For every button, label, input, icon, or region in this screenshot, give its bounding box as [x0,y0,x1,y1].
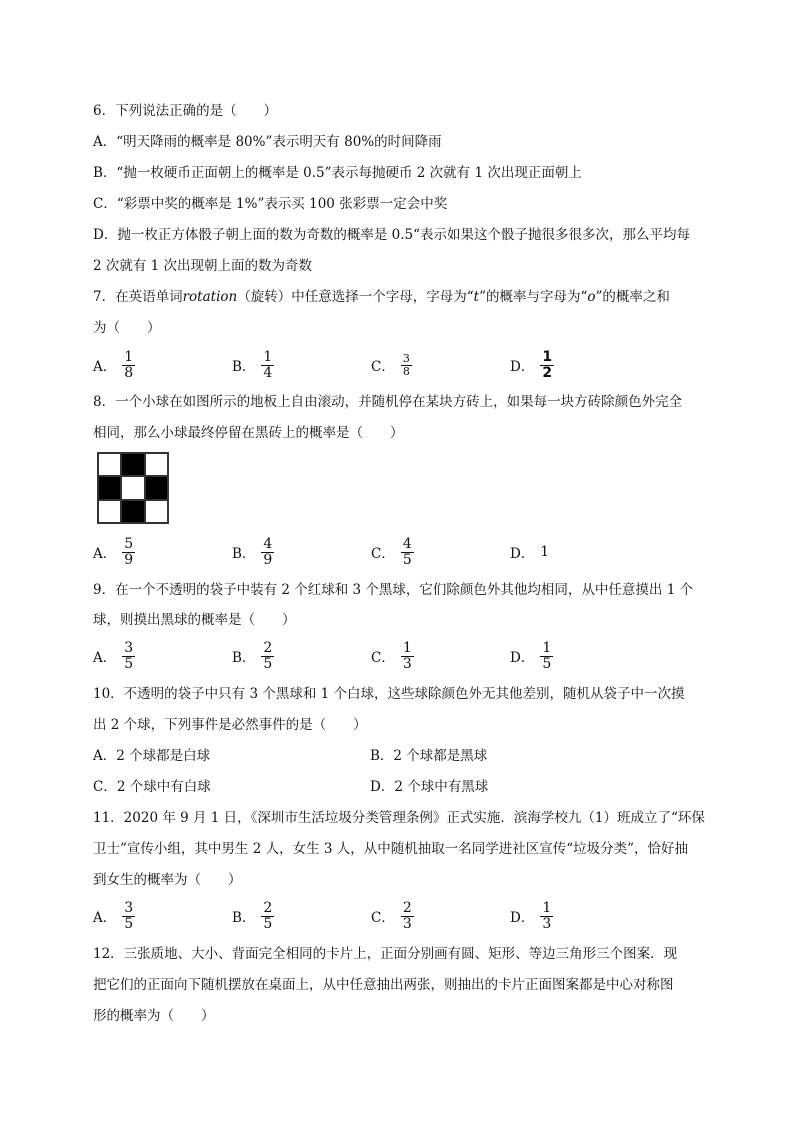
fraction: $\frac{4}{9}$ [263,535,273,568]
q6-stem: 6．下列说法正确的是（ ） [93,103,278,119]
q7-stem-pre: 7．在英语单词 [93,289,183,305]
q11-stem-line2: 卫士”宣传小组，其中男生 2 人，女生 3 人，从中随机抽取一名同学进社区宣传“垃圾分类”，恰好抽 [93,841,689,857]
q12-stem-line3: 形的概率为（ ） [93,1008,215,1024]
q7-stem-line2: 为（ ） [93,320,161,336]
q7-letter-o: o [587,289,596,305]
fraction: $\frac{3}{5}$ [124,639,134,672]
white-tile [98,453,121,476]
fraction: $\frac{1}{3}$ [402,639,412,672]
q11-stem-line3: 到女生的概率为（ ） [93,872,242,888]
q9-stem-line2: 球，则摸出黑球的概率是（ ） [93,612,296,628]
black-tile [98,476,121,499]
fraction: $\frac{1}{3}$ [542,899,552,932]
q6-option-c: C．“彩票中奖的概率是 1%”表示买 100 张彩票一定会中奖 [93,196,448,212]
q9-option-d: D． $\frac{1}{5}$ [510,639,552,672]
q10-option-a: A．2 个球都是白球 [93,748,211,764]
q7-letter-t: t [473,289,480,305]
fraction: $\frac{2}{5}$ [263,899,273,932]
q10-option-b: B．2 个球都是黑球 [370,748,488,764]
q10-stem-line1: 10．不透明的袋子中只有 3 个黑球和 1 个白球，这些球除颜色外无其他差别，随机从袋子中一次摸 [93,686,685,702]
fraction: $\frac{1}{4}$ [263,348,273,381]
q7-stem-mid2: ”的概率与字母为“ [479,289,588,305]
white-tile [121,476,144,499]
q9-options [93,638,713,674]
q7-option-b: B． $\frac{1}{4}$ [232,348,273,381]
q7-stem-mid: （旋转）中任意选择一个字母，字母为“ [237,289,474,305]
fraction: $\frac{3}{8}$ [402,351,410,378]
q7-options [93,347,713,383]
black-tile [145,476,168,499]
q6-option-a: A．“明天降雨的概率是 80%”表示明天有 80%的时间降雨 [93,134,442,150]
q9-option-b: B． $\frac{2}{5}$ [232,639,273,672]
q10-options-row2 [93,777,713,797]
q10-option-d: D．2 个球中有黑球 [370,779,489,795]
white-tile [98,500,121,523]
q8-option-a: A． $\frac{5}{9}$ [93,535,134,568]
q8-stem-line1: 8．一个小球在如图所示的地板上自由滚动，并随机停在某块方砖上，如果每一块方砖除颜色外完全 [93,394,683,410]
fraction: $\frac{4}{5}$ [402,535,412,568]
fraction: $\frac{2}{3}$ [402,899,412,932]
black-tile [121,500,144,523]
q8-options [93,534,713,570]
white-tile [145,500,168,523]
q10-options-row1 [93,746,713,766]
fraction: $\frac{3}{5}$ [124,899,134,932]
q8-option-c: C． $\frac{4}{5}$ [371,535,412,568]
white-tile [145,453,168,476]
black-tile [121,453,144,476]
q8-stem-line2: 相同，那么小球最终停留在黑砖上的概率是（ ） [93,425,404,441]
q6-option-d-line1: D．抛一枚正方体骰子朝上面的数为奇数的概率是 0.5“表示如果这个骰子抛很多很多次，那么平均每 [93,227,690,243]
q11-option-b: B． $\frac{2}{5}$ [232,899,273,932]
q11-option-d: D． $\frac{1}{3}$ [510,899,552,932]
q7-stem-post: ”的概率之和 [595,289,670,305]
q8-option-b: B． $\frac{4}{9}$ [232,535,273,568]
q12-stem-line1: 12．三张质地、大小、背面完全相同的卡片上，正面分别画有圆、矩形、等边三角形三个图案．现 [93,946,678,962]
q9-option-a: A． $\frac{3}{5}$ [93,639,134,672]
fraction: $\frac{1}{2}$ [542,348,553,381]
q11-stem-line1: 11．2020 年 9 月 1 日，《深圳市生活垃圾分类管理条例》正式实施．滨海学校九（1）班成立了“环保 [93,810,705,826]
fraction: $\frac{2}{5}$ [263,639,273,672]
q9-option-c: C． $\frac{1}{3}$ [371,639,412,672]
q8-option-d: D． 1 [510,544,549,562]
q7-word: rotation [182,289,238,305]
fraction: $\frac{1}{8}$ [124,348,134,381]
q7-option-c: C． $\frac{3}{8}$ [371,351,410,378]
q6-option-d-line2: 2 次就有 1 次出现朝上面的数为奇数 [93,258,313,274]
q7-option-a: A． $\frac{1}{8}$ [93,348,134,381]
q10-option-c: C．2 个球中有白球 [93,779,211,795]
fraction: $\frac{1}{5}$ [542,639,552,672]
tile-floor-figure [97,452,169,524]
q12-stem-line2: 把它们的正面向下随机摆放在桌面上，从中任意抽出两张，则抽出的卡片正面图案都是中心对称图 [93,977,674,993]
fraction: $\frac{5}{9}$ [124,535,134,568]
q10-stem-line2: 出 2 个球，下列事件是必然事件的是（ ） [93,717,367,733]
q9-stem-line1: 9．在一个不透明的袋子中装有 2 个红球和 3 个黑球，它们除颜色外其他均相同，从中任意摸出 1 个 [93,582,694,598]
q11-option-c: C． $\frac{2}{3}$ [371,899,412,932]
q7-option-d: D． $\frac{1}{2}$ [510,348,553,381]
q6-option-b: B．“抛一枚硬币正面朝上的概率是 0.5”表示每抛硬币 2 次就有 1 次出现正面朝上 [93,165,582,181]
q11-option-a: A． $\frac{3}{5}$ [93,899,134,932]
q11-options [93,898,713,934]
q7-stem [93,287,670,307]
